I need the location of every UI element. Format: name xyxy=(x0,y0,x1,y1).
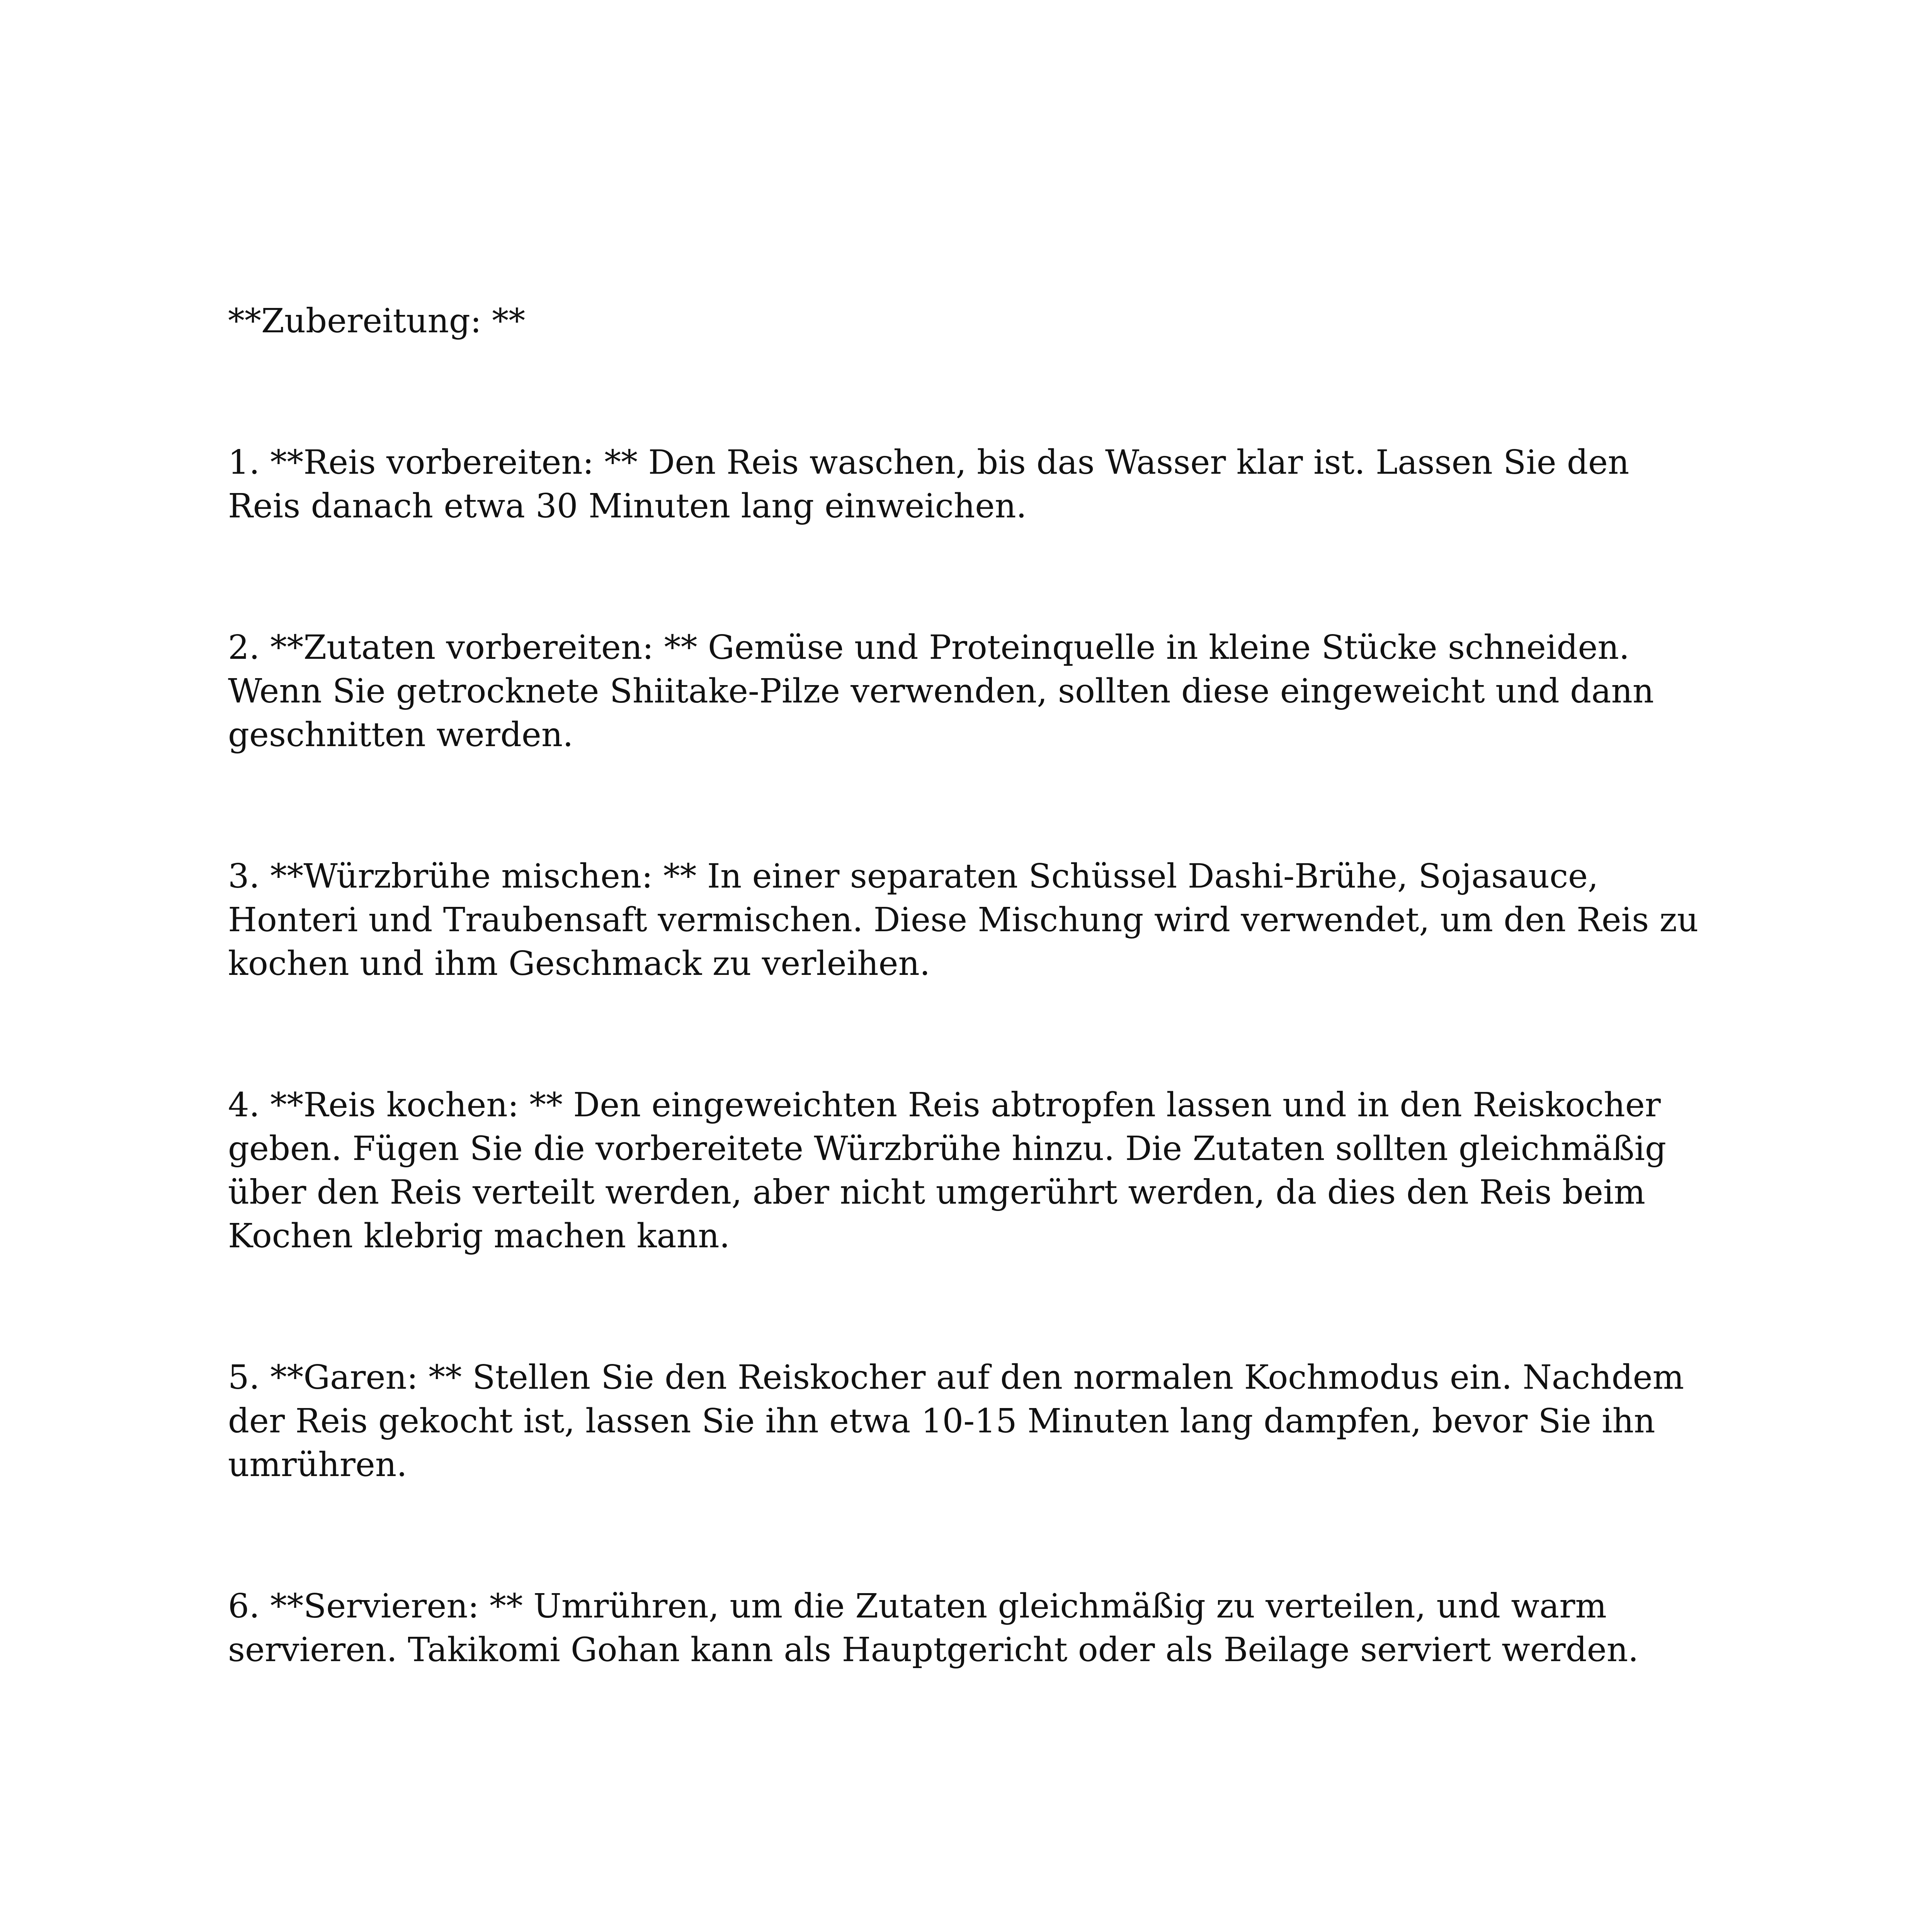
step-title: **Würzbrühe mischen: ** xyxy=(270,857,697,896)
step-title: **Servieren: ** xyxy=(270,1587,523,1626)
page-content xyxy=(228,299,1708,1672)
step-6 xyxy=(228,1585,1708,1672)
step-title: **Zutaten vorbereiten: ** xyxy=(270,628,697,667)
spacer xyxy=(228,757,1708,855)
step-number: 4. xyxy=(228,1086,260,1124)
step-number: 3. xyxy=(228,857,260,896)
step-3 xyxy=(228,855,1708,986)
step-text: Gemüse und Proteinquelle in kleine Stücke schneiden. Wenn Sie getrocknete Shiitake-Pilze verwenden, sollten diese eingeweicht und dann geschnitten werden. xyxy=(228,628,1654,754)
step-text: Stellen Sie den Reiskocher auf den normalen Kochmodus ein. Nachdem der Reis gekocht ist, lassen Sie ihn etwa 10-15 Minuten lang dampfen, bevor Sie ihn umrühren. xyxy=(228,1358,1684,1484)
step-title: **Garen: ** xyxy=(270,1358,462,1397)
step-number: 5. xyxy=(228,1358,260,1397)
step-5 xyxy=(228,1356,1708,1487)
step-number: 1. xyxy=(228,443,260,482)
step-text: In einer separaten Schüssel Dashi-Brühe, Sojasauce, Honteri und Traubensaft vermischen. Diese Mischung wird verwendet, um den Reis zu kochen und ihm Geschmack zu verleihen. xyxy=(228,857,1699,983)
step-title: **Reis kochen: ** xyxy=(270,1086,563,1124)
step-number: 6. xyxy=(228,1587,260,1626)
step-2 xyxy=(228,626,1708,757)
step-text: Den Reis waschen, bis das Wasser klar ist. Lassen Sie den Reis danach etwa 30 Minuten lang einweichen. xyxy=(228,443,1630,526)
step-1 xyxy=(228,441,1708,528)
spacer xyxy=(228,1487,1708,1585)
step-title: **Reis vorbereiten: ** xyxy=(270,443,638,482)
spacer xyxy=(228,986,1708,1083)
step-number: 2. xyxy=(228,628,260,667)
spacer xyxy=(228,528,1708,626)
section-heading: **Zubereitung: ** xyxy=(228,302,526,340)
spacer xyxy=(228,1258,1708,1356)
step-text: Umrühren, um die Zutaten gleichmäßig zu verteilen, und warm servieren. Takikomi Gohan kann als Hauptgericht oder als Beilage serviert werden. xyxy=(228,1587,1639,1669)
spacer xyxy=(228,343,1708,441)
step-4 xyxy=(228,1083,1708,1258)
step-text: Den eingeweichten Reis abtropfen lassen und in den Reiskocher geben. Fügen Sie die vorbereitete Würzbrühe hinzu. Die Zutaten sollten gleichmäßig über den Reis verteilt werden, aber nicht umgerührt werden, da dies den Reis beim Kochen klebrig machen kann. xyxy=(228,1086,1667,1255)
